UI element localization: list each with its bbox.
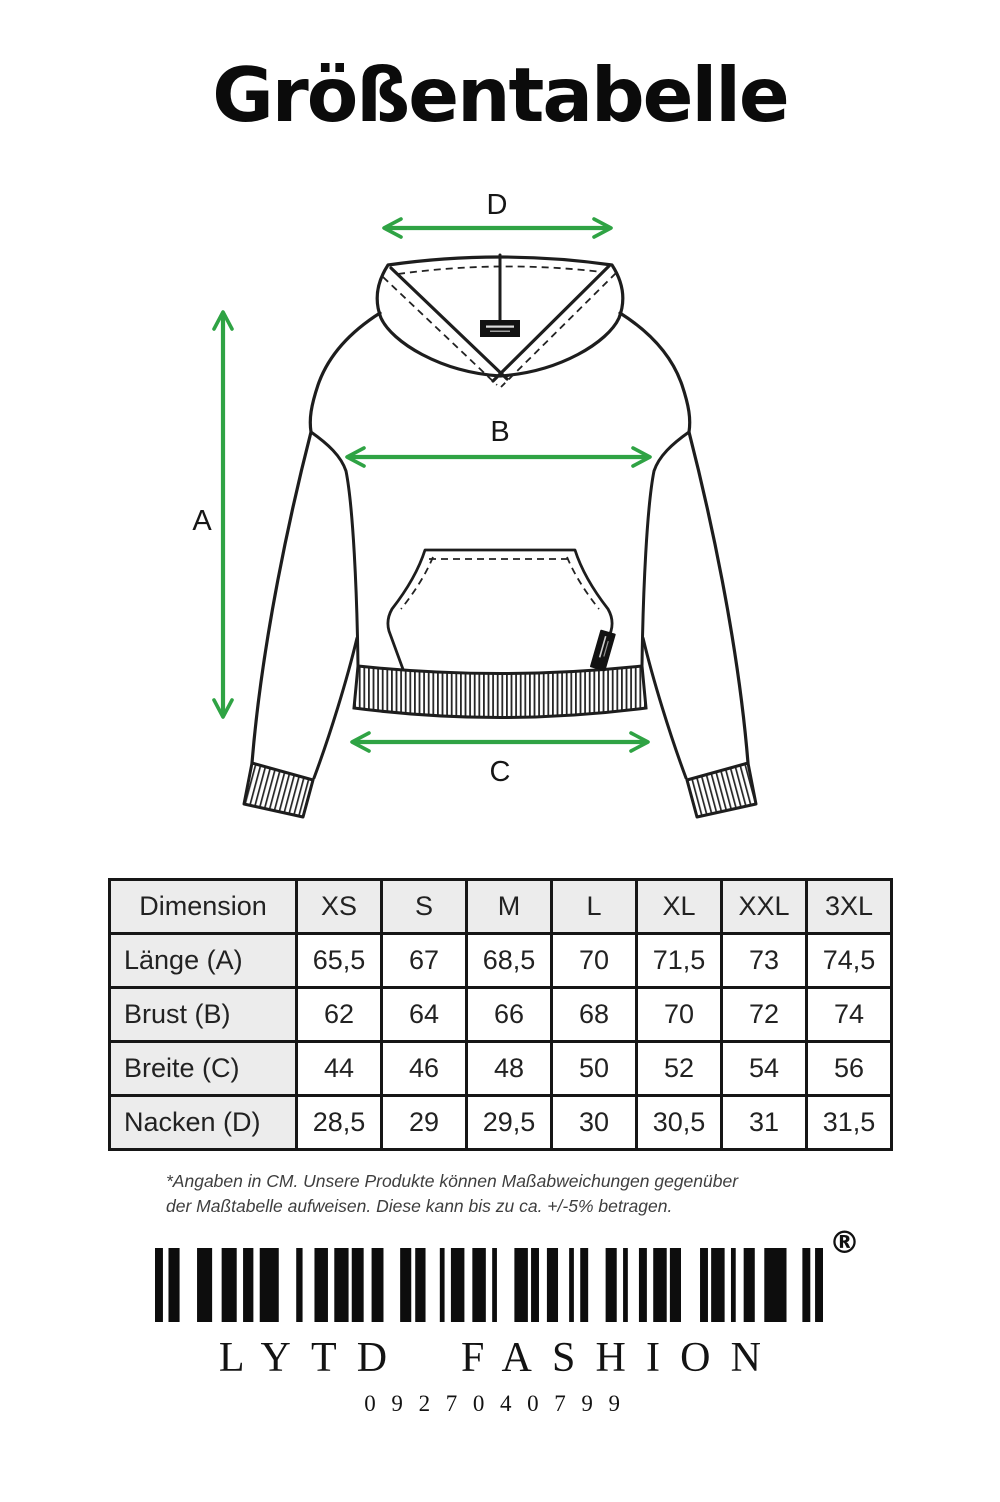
barcode-bar	[243, 1248, 253, 1322]
barcode-bar	[222, 1248, 237, 1322]
dimension-column-header: Dimension	[110, 880, 297, 934]
size-value-cell: 54	[722, 1042, 807, 1096]
table-row	[110, 1042, 892, 1096]
size-value-cell: 50	[552, 1042, 637, 1096]
size-value-cell: 56	[807, 1042, 892, 1096]
size-value-cell: 44	[297, 1042, 382, 1096]
left-cuff	[244, 763, 313, 817]
disclaimer-line2: der Maßtabelle aufweisen. Diese kann bis zu ca. +/-5% betragen.	[166, 1196, 673, 1216]
table-row	[110, 1096, 892, 1150]
size-value-cell: 46	[382, 1042, 467, 1096]
size-column-header: M	[467, 880, 552, 934]
barcode-bar	[440, 1248, 445, 1322]
brand-name: LYTD FASHION	[218, 1335, 782, 1381]
barcode-bar	[372, 1248, 384, 1322]
size-table	[108, 878, 893, 1151]
barcode-bar	[415, 1248, 425, 1322]
neck-label	[480, 320, 520, 337]
barcode-bar	[260, 1248, 279, 1322]
dimension-row-label: Brust (B)	[110, 988, 297, 1042]
size-value-cell: 30	[552, 1096, 637, 1150]
barcode-bar	[623, 1248, 628, 1322]
barcode-bar	[569, 1248, 574, 1322]
barcode	[155, 1248, 823, 1322]
barcode-bar	[168, 1248, 179, 1322]
size-value-cell: 68,5	[467, 934, 552, 988]
barcode-bar	[815, 1248, 823, 1322]
barcode-bar	[155, 1248, 163, 1322]
size-value-cell: 29	[382, 1096, 467, 1150]
size-value-cell: 52	[637, 1042, 722, 1096]
size-value-cell: 74	[807, 988, 892, 1042]
size-column-header: XS	[297, 880, 382, 934]
barcode-bar	[764, 1248, 786, 1322]
page-title: Größentabelle	[212, 51, 788, 139]
size-column-header: XXL	[722, 880, 807, 934]
size-value-cell: 68	[552, 988, 637, 1042]
barcode-bar	[606, 1248, 617, 1322]
size-column-header: XL	[637, 880, 722, 934]
barcode-bar	[639, 1248, 647, 1322]
size-value-cell: 31	[722, 1096, 807, 1150]
size-value-cell: 48	[467, 1042, 552, 1096]
size-value-cell: 74,5	[807, 934, 892, 988]
barcode-digits: 0927040799	[364, 1391, 636, 1416]
pocket-tag	[590, 630, 616, 672]
registered-trademark-icon: ®	[829, 1225, 860, 1261]
barcode-bar	[744, 1248, 755, 1322]
right-cuff	[687, 763, 756, 817]
size-value-cell: 30,5	[637, 1096, 722, 1150]
barcode-bar	[547, 1248, 558, 1322]
dimension-label-c: C	[489, 756, 511, 788]
barcode-bar	[400, 1248, 411, 1322]
hoodie-diagram	[0, 170, 1000, 900]
size-value-cell: 70	[552, 934, 637, 988]
disclaimer-line1: *Angaben in CM. Unsere Produkte können Maßabweichungen gegenüber	[166, 1171, 739, 1191]
dimension-row-label: Nacken (D)	[110, 1096, 297, 1150]
size-value-cell: 67	[382, 934, 467, 988]
kangaroo-pocket	[388, 550, 612, 672]
dimension-label-d: D	[486, 189, 508, 221]
dimension-label-a: A	[192, 505, 212, 537]
table-row	[110, 988, 892, 1042]
size-column-header: L	[552, 880, 637, 934]
barcode-bar	[580, 1248, 588, 1322]
size-value-cell: 31,5	[807, 1096, 892, 1150]
size-value-cell: 65,5	[297, 934, 382, 988]
size-column-header: S	[382, 880, 467, 934]
barcode-bar	[514, 1248, 527, 1322]
size-value-cell: 71,5	[637, 934, 722, 988]
size-value-cell: 64	[382, 988, 467, 1042]
size-value-cell: 72	[722, 988, 807, 1042]
size-column-header: 3XL	[807, 880, 892, 934]
barcode-bar	[670, 1248, 681, 1322]
barcode-bar	[296, 1248, 302, 1322]
hem-band	[354, 666, 646, 718]
size-value-cell: 73	[722, 934, 807, 988]
barcode-bar	[731, 1248, 736, 1322]
barcode-bar	[451, 1248, 464, 1322]
barcode-bar	[197, 1248, 212, 1322]
barcode-bar	[492, 1248, 497, 1322]
size-value-cell: 29,5	[467, 1096, 552, 1150]
barcode-bar	[700, 1248, 708, 1322]
barcode-bar	[472, 1248, 485, 1322]
hood	[377, 255, 623, 387]
size-value-cell: 70	[637, 988, 722, 1042]
dimension-row-label: Länge (A)	[110, 934, 297, 988]
barcode-bar	[531, 1248, 539, 1322]
size-value-cell: 28,5	[297, 1096, 382, 1150]
barcode-bar	[352, 1248, 364, 1322]
size-value-cell: 62	[297, 988, 382, 1042]
barcode-bar	[314, 1248, 327, 1322]
barcode-bar	[334, 1248, 348, 1322]
barcode-bar	[802, 1248, 810, 1322]
disclaimer-text	[166, 1169, 738, 1219]
barcode-bar	[711, 1248, 724, 1322]
table-header-row	[110, 880, 892, 934]
table-row	[110, 934, 892, 988]
size-value-cell: 66	[467, 988, 552, 1042]
dimension-label-b: B	[490, 416, 510, 448]
dimension-row-label: Breite (C)	[110, 1042, 297, 1096]
barcode-bar	[653, 1248, 666, 1322]
